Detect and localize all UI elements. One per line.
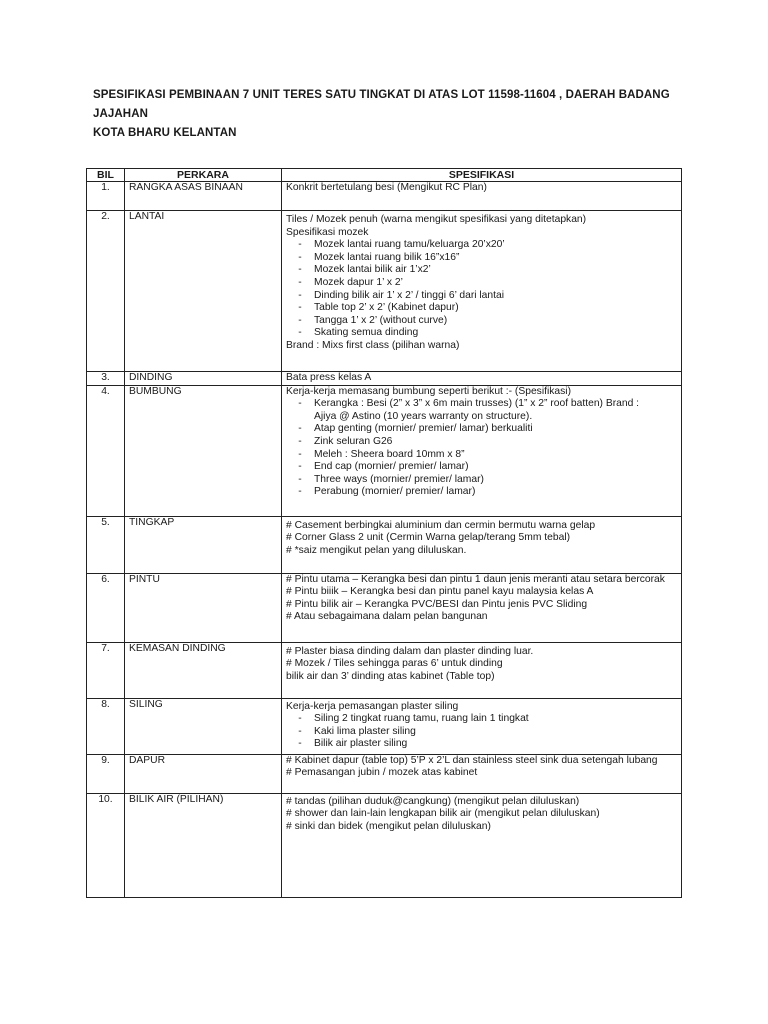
row-number: 1.	[87, 182, 125, 211]
spec-dash-line	[286, 302, 677, 315]
row-item: BILIK AIR (PILIHAN)	[125, 793, 282, 897]
spec-line: Spesifikasi mozek	[286, 226, 369, 238]
spec-line: # sinki dan bidek (mengikut pelan diluluskan)	[286, 820, 491, 832]
spec-line: # Pintu bilik air – Kerangka PVC/BESI dan Pintu jenis PVC Sliding	[286, 598, 588, 610]
spec-line: # Corner Glass 2 unit (Cermin Warna gelap/terang 5mm tebal)	[286, 532, 571, 544]
dash-bullet: -	[298, 251, 302, 263]
spec-dash-line	[286, 315, 677, 328]
row-item: SILING	[125, 698, 282, 754]
spec-dash-line	[286, 738, 677, 751]
page-title	[93, 86, 693, 143]
table-row	[87, 642, 682, 698]
spec-dash-text: Zink seluran G26	[314, 435, 393, 447]
spec-line: # Kabinet dapur (table top) 5’P x 2’L dan stainless steel sink dua setengah lubang	[286, 754, 658, 766]
spec-dash-text: Mozek lantai ruang bilik 16”x16”	[314, 251, 460, 263]
row-spec	[282, 793, 682, 897]
spec-dash-line	[286, 252, 677, 265]
table-row	[87, 385, 682, 516]
row-item: PINTU	[125, 573, 282, 642]
row-spec	[282, 754, 682, 793]
row-spec	[282, 698, 682, 754]
spec-dash-text: Bilik air plaster siling	[314, 738, 408, 750]
spec-dash-line	[286, 461, 677, 474]
spec-dash-text: Dinding bilik air 1’ x 2’ / tinggi 6’ dari lantai	[314, 289, 505, 301]
spec-line: Brand : Mixs first class (pilihan warna)	[286, 339, 460, 351]
row-number: 3.	[87, 372, 125, 386]
spec-line: Bata press kelas A	[286, 372, 372, 383]
dash-bullet: -	[298, 314, 302, 326]
row-item: TINGKAP	[125, 516, 282, 573]
row-spec	[282, 182, 682, 211]
table-row	[87, 211, 682, 372]
row-spec	[282, 372, 682, 386]
spec-dash-line	[286, 264, 677, 277]
row-spec	[282, 642, 682, 698]
spec-dash-line	[286, 398, 677, 411]
spec-dash-continuation: Ajiya @ Astino (10 years warranty on structure).	[314, 410, 533, 422]
spec-line: # Pintu utama – Kerangka besi dan pintu 1 daun jenis meranti atau setara bercorak	[286, 573, 665, 585]
dash-bullet: -	[298, 738, 302, 750]
table-row	[87, 573, 682, 642]
spec-line: # Pemasangan jubin / mozek atas kabinet	[286, 767, 478, 779]
spec-line: Tiles / Mozek penuh (warna mengikut spesifikasi yang ditetapkan)	[286, 214, 587, 225]
spec-line: # shower dan lain-lain lengkapan bilik air (mengikut pelan diluluskan)	[286, 808, 600, 820]
spec-dash-text: Kerangka : Besi (2” x 3” x 6m main trusses) (1” x 2” roof batten) Brand :	[314, 398, 640, 410]
dash-bullet: -	[298, 239, 302, 251]
spec-dash-line	[286, 486, 677, 499]
dash-bullet: -	[298, 302, 302, 314]
row-spec	[282, 573, 682, 642]
row-number: 7.	[87, 642, 125, 698]
row-item: DINDING	[125, 372, 282, 386]
row-number: 9.	[87, 754, 125, 793]
spec-dash-text: Meleh : Sheera board 10mm x 8”	[314, 448, 465, 460]
spec-dash-line	[286, 290, 677, 303]
header-perkara: PERKARA	[125, 169, 282, 182]
spec-dash-text: Mozek lantai ruang tamu/keluarga 20’x20’	[314, 239, 505, 251]
spec-dash-text: End cap (mornier/ premier/ lamar)	[314, 461, 469, 473]
row-number: 2.	[87, 211, 125, 372]
spec-dash-text: Tangga 1’ x 2’ (without curve)	[314, 314, 448, 326]
table-row	[87, 516, 682, 573]
spec-line: bilik air dan 3’ dinding atas kabinet (Table top)	[286, 670, 495, 682]
spec-line: Konkrit bertetulang besi (Mengikut RC Plan)	[286, 182, 487, 193]
row-spec	[282, 385, 682, 516]
spec-dash-line	[286, 239, 677, 252]
spec-dash-line	[286, 327, 677, 340]
header-bil: BIL	[87, 169, 125, 182]
dash-bullet: -	[298, 264, 302, 276]
header-spesifikasi: SPESIFIKASI	[282, 169, 682, 182]
spec-dash-line	[286, 474, 677, 487]
spec-line: # Atau sebagaimana dalam pelan bangunan	[286, 611, 488, 623]
spec-line: Kerja-kerja pemasangan plaster siling	[286, 700, 459, 712]
dash-bullet: -	[298, 725, 302, 737]
row-item: DAPUR	[125, 754, 282, 793]
table-row	[87, 182, 682, 211]
row-item: KEMASAN DINDING	[125, 642, 282, 698]
dash-bullet: -	[298, 327, 302, 339]
dash-bullet: -	[298, 713, 302, 725]
row-number: 8.	[87, 698, 125, 754]
table-row	[87, 754, 682, 793]
spec-dash-text: Mozek lantai bilik air 1’x2’	[314, 264, 431, 276]
spec-line: # Pintu biiik – Kerangka besi dan pintu panel kayu malaysia kelas A	[286, 586, 594, 598]
table-row	[87, 372, 682, 386]
dash-bullet: -	[298, 289, 302, 301]
specification-table	[86, 168, 682, 898]
dash-bullet: -	[298, 435, 302, 447]
row-item: LANTAI	[125, 211, 282, 372]
spec-dash-text: Table top 2’ x 2’ (Kabinet dapur)	[314, 302, 459, 314]
row-number: 4.	[87, 385, 125, 516]
dash-bullet: -	[298, 423, 302, 435]
spec-dash-line	[286, 277, 677, 290]
spec-dash-text: Siling 2 tingkat ruang tamu, ruang lain 1 tingkat	[314, 713, 529, 725]
spec-line: # Plaster biasa dinding dalam dan plaster dinding luar.	[286, 645, 534, 657]
spec-dash-line	[286, 449, 677, 462]
dash-bullet: -	[298, 473, 302, 485]
spec-line: # tandas (pilihan duduk@cangkung) (mengikut pelan diluluskan)	[286, 795, 580, 807]
spec-line: Kerja-kerja memasang bumbung seperti berikut :- (Spesifikasi)	[286, 385, 571, 397]
title-line-1: SPESIFIKASI PEMBINAAN 7 UNIT TERES SATU TINGKAT DI ATAS LOT 11598-11604 , DAERAH BADANG JAJAHAN	[93, 89, 670, 120]
dash-bullet: -	[298, 461, 302, 473]
spec-line: # Mozek / Tiles sehingga paras 6’ untuk dinding	[286, 658, 503, 670]
spec-dash-text: Atap genting (mornier/ premier/ lamar) berkualiti	[314, 423, 533, 435]
spec-line: # *saiz mengikut pelan yang diluluskan.	[286, 544, 467, 556]
row-number: 6.	[87, 573, 125, 642]
dash-bullet: -	[298, 486, 302, 498]
spec-dash-text: Skating semua dinding	[314, 327, 419, 339]
row-item: RANGKA ASAS BINAAN	[125, 182, 282, 211]
dash-bullet: -	[298, 276, 302, 288]
dash-bullet: -	[298, 398, 302, 410]
spec-dash-line	[286, 436, 677, 449]
spec-dash-text: Three ways (mornier/ premier/ lamar)	[314, 473, 484, 485]
row-item: BUMBUNG	[125, 385, 282, 516]
spec-dash-line	[286, 713, 677, 726]
spec-dash-line	[286, 726, 677, 739]
spec-dash-text: Perabung (mornier/ premier/ lamar)	[314, 486, 476, 498]
row-spec	[282, 516, 682, 573]
row-spec	[282, 211, 682, 372]
table-row	[87, 698, 682, 754]
spec-dash-text: Kaki lima plaster siling	[314, 725, 416, 737]
dash-bullet: -	[298, 448, 302, 460]
spec-line: # Casement berbingkai aluminium dan cermin bermutu warna gelap	[286, 519, 596, 531]
title-line-2: KOTA BHARU KELANTAN	[93, 127, 237, 139]
row-number: 5.	[87, 516, 125, 573]
row-number: 10.	[87, 793, 125, 897]
table-row	[87, 793, 682, 897]
spec-dash-text: Mozek dapur 1’ x 2’	[314, 276, 403, 288]
spec-dash-line	[286, 423, 677, 436]
table-header-row	[87, 169, 682, 182]
